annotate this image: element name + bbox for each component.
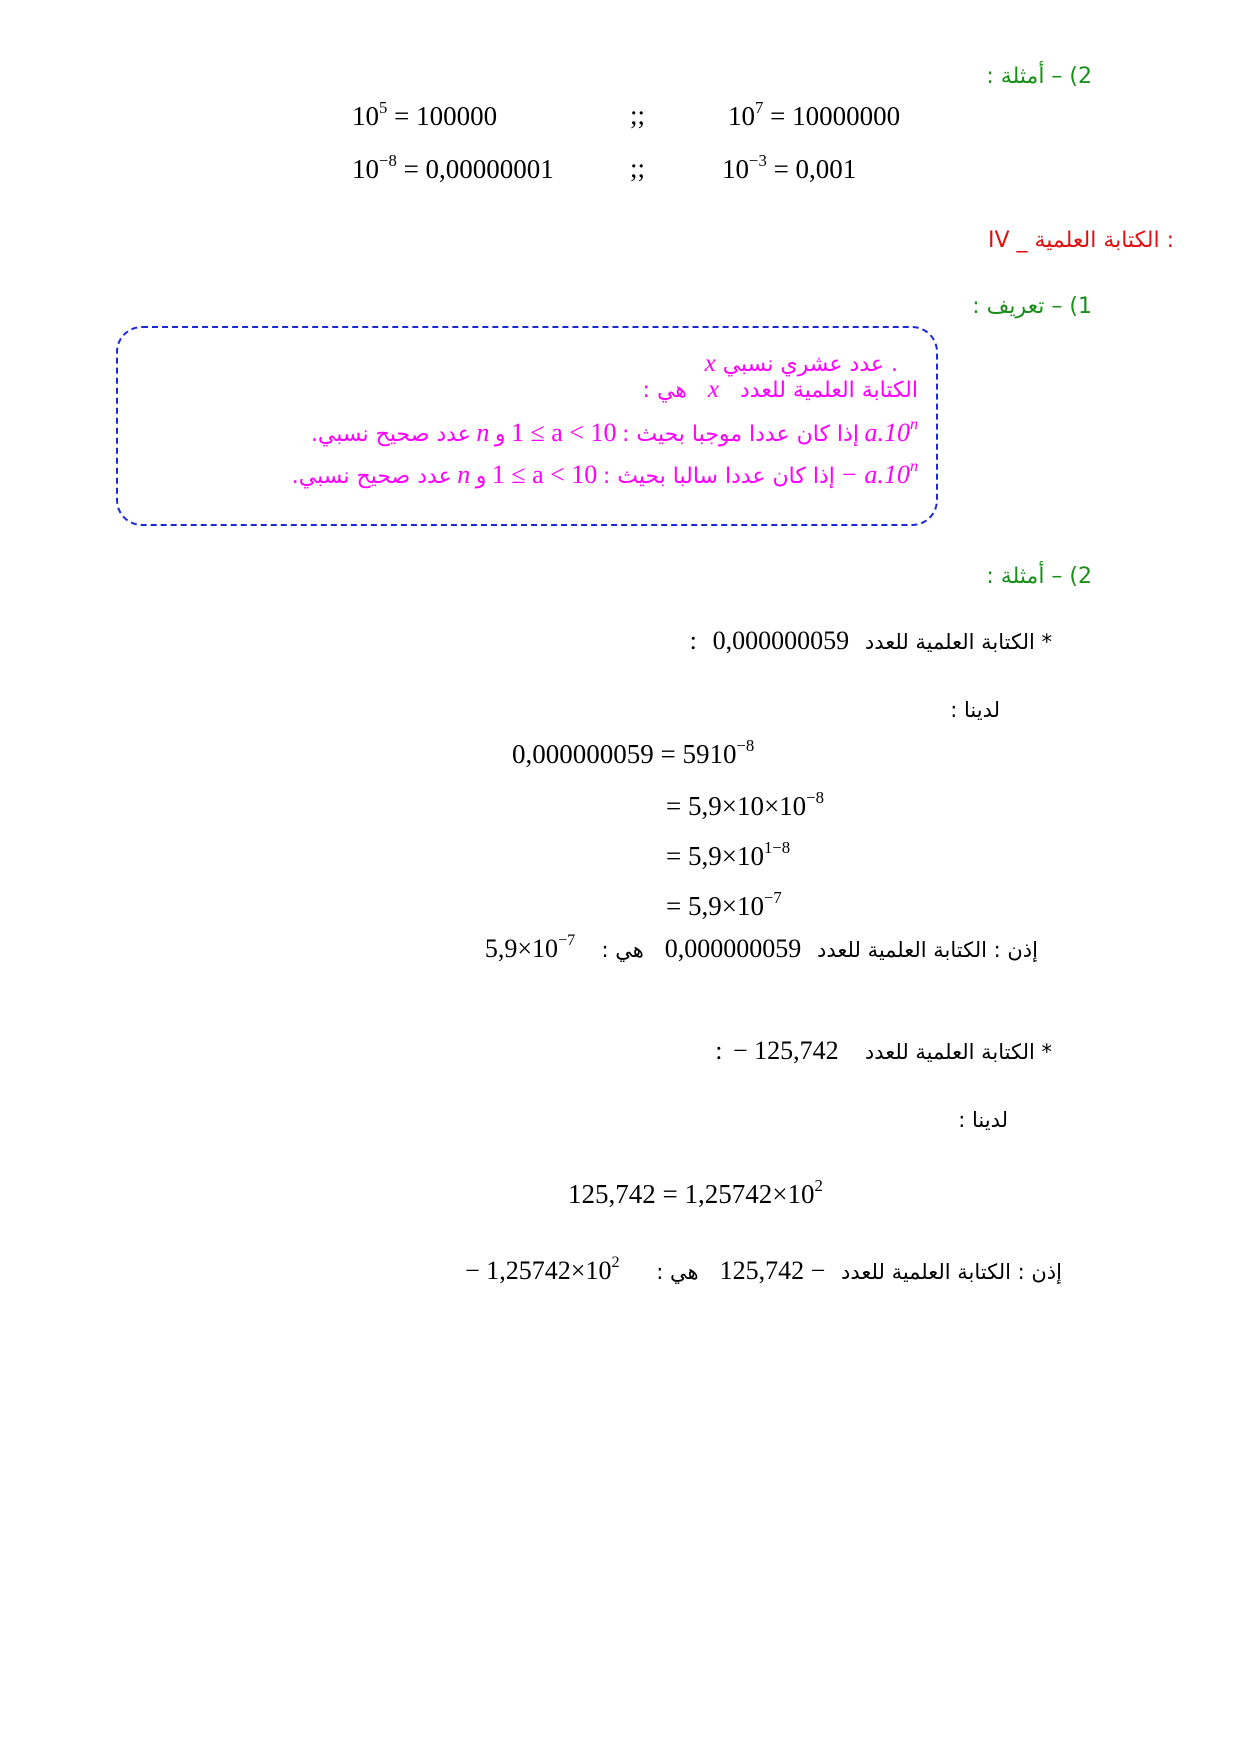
- example-1-step-2: = $5,9\times 10\times 10^{-8}$: [666, 787, 824, 821]
- power-example-2: $10^7 = 10000000$: [728, 97, 901, 131]
- example-2-equation: $125,742 = 1,25742\times 10^2$: [568, 1175, 823, 1209]
- section-iv-heading: IV _ الكتابة العلمية :: [987, 228, 1174, 253]
- example-2-title: * الكتابة العلمية للعدد − 125,742 :: [715, 1036, 1052, 1065]
- example-2-conclusion: إذن : الكتابة العلمية للعدد 125,742 − هي : − $1,25742\times 10^2$: [465, 1253, 1062, 1285]
- definition-heading: 1) – تعريف :: [972, 294, 1092, 319]
- example-1-title: * الكتابة العلمية للعدد 0,000000059 :: [689, 626, 1052, 655]
- definition-line-4: − $a.10^n$ إذا كان عددا سالبا بحيث : 1 ≤ a < 10 و n عدد صحيح نسبي.: [291, 457, 918, 489]
- power-example-3: $10^{-8} = 0,00000001$: [352, 150, 554, 184]
- example-1-step-1: $0,000000059 = 5910^{-8}$: [512, 735, 755, 769]
- power-example-1: $10^5 = 100000$: [352, 97, 498, 131]
- example-1-step-3: = $5,9\times 10^{1-8}$: [666, 837, 791, 871]
- example-2-we-have: لدينا :: [958, 1108, 1008, 1132]
- examples-heading-powers: 2) – أمثلة :: [986, 64, 1092, 89]
- example-1-conclusion: إذن : الكتابة العلمية للعدد 0,000000059 هي : $5,9\times 10^{-7}$: [484, 931, 1038, 963]
- examples-heading: 2) – أمثلة :: [986, 564, 1092, 589]
- definition-line-2: الكتابة العلمية للعدد x هي :: [642, 376, 918, 403]
- definition-line-1: x عدد عشري نسبي .: [704, 350, 898, 377]
- definition-box: [116, 326, 938, 526]
- definition-line-3: a.10$^n$ إذا كان عددا موجبا بحيث : 1 ≤ a < 10 و n عدد صحيح نسبي.: [310, 415, 918, 447]
- example-1-step-4: = $5,9\times 10^{-7}$: [666, 887, 782, 921]
- separator: ;;: [630, 100, 646, 130]
- example-1-we-have: لدينا :: [950, 698, 1000, 722]
- power-example-4: $10^{-3} = 0,001$: [722, 150, 857, 184]
- separator: ;;: [630, 153, 646, 183]
